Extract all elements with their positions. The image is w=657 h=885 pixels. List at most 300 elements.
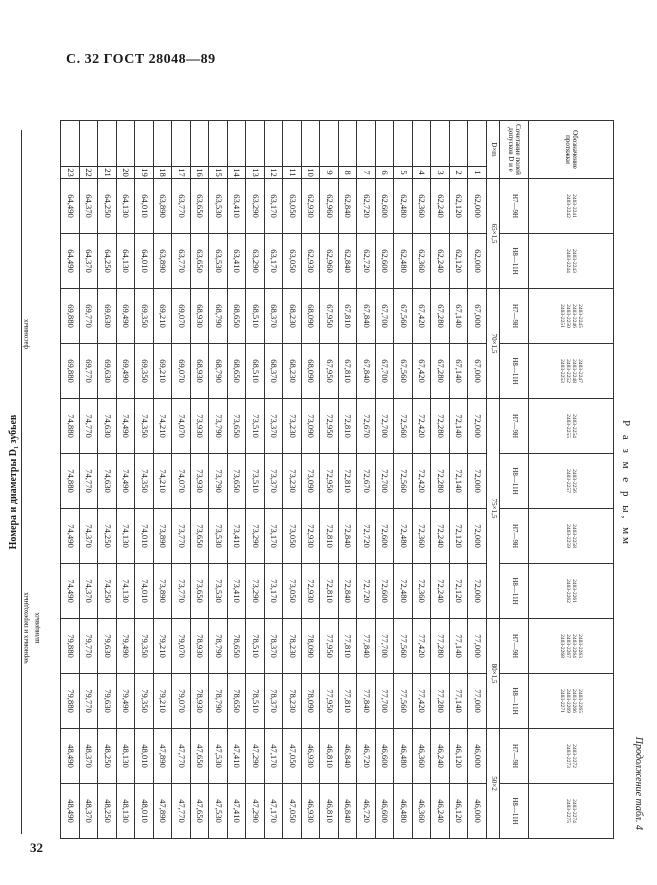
diameter-cell: 69,630 (98, 344, 117, 399)
diameter-cell: 79,630 (98, 674, 117, 729)
diameter-cell: 46,000 (468, 784, 487, 839)
diameter-cell: 64,250 (98, 179, 117, 234)
diameter-cell: 74,490 (117, 399, 136, 454)
diameter-cell: 63,170 (265, 234, 284, 289)
diameter-cell: 64,010 (135, 179, 154, 234)
table-row (265, 121, 284, 839)
diameter-cell: 67,420 (413, 344, 432, 399)
diameter-cell: 74,130 (117, 564, 136, 619)
diameter-cell: 78,650 (228, 674, 247, 729)
diameter-cell: 79,770 (80, 619, 99, 674)
broach-code: 2403-2273 (565, 744, 571, 768)
dz-row (487, 121, 500, 839)
tooth-number: 8 (339, 167, 358, 179)
table-row (320, 121, 339, 839)
diameter-cell: 62,240 (431, 179, 450, 234)
tolerance-cell: H7—9H (500, 729, 529, 784)
diameter-cell: 72,840 (339, 509, 358, 564)
broach-code: 2403-2269 (565, 689, 571, 713)
diameter-cell: 67,000 (468, 344, 487, 399)
diameter-cell: 47,290 (246, 784, 265, 839)
diameter-cell: 68,090 (302, 344, 321, 399)
diameter-cell: 79,070 (172, 619, 191, 674)
diameter-cell: 64,370 (80, 179, 99, 234)
broach-code-cell (529, 784, 614, 839)
diameter-cell: 74,010 (135, 564, 154, 619)
diameter-cell: 69,880 (61, 289, 80, 344)
tooth-number: 2 (450, 167, 469, 179)
diameter-cell: 74,350 (135, 399, 154, 454)
diameter-cell: 63,770 (172, 179, 191, 234)
broach-code: 2403-2265 (577, 689, 584, 713)
diameter-cell: 72,480 (394, 564, 413, 619)
diameter-cell: 62,960 (320, 234, 339, 289)
table-row (468, 121, 487, 839)
broach-code: 2403-2275 (565, 799, 571, 823)
table-row (228, 121, 247, 839)
diameter-cell: 77,700 (376, 619, 395, 674)
diameter-cell: 74,490 (117, 454, 136, 509)
diameter-cell: 77,140 (450, 674, 469, 729)
diameter-cell: 62,600 (376, 234, 395, 289)
table-title-area (614, 120, 648, 838)
diameter-cell: 48,130 (117, 729, 136, 784)
diameter-cell: 46,480 (394, 784, 413, 839)
diameter-cell: 72,700 (376, 454, 395, 509)
tolerance-cell: H8—11H (500, 674, 529, 729)
diameter-cell: 64,130 (117, 179, 136, 234)
tolerance-cell: H8—11H (500, 344, 529, 399)
diameter-cell: 77,840 (357, 619, 376, 674)
diameter-cell: 72,480 (394, 509, 413, 564)
diameter-cell: 73,290 (246, 509, 265, 564)
designation-label: Обозначение протяжки (529, 121, 614, 179)
diameter-cell: 69,210 (154, 289, 173, 344)
diameter-cell: 72,950 (320, 399, 339, 454)
row-group-cell (283, 121, 302, 167)
draft-teeth-text: черновых и переходных (22, 592, 30, 664)
diameter-cell: 73,530 (209, 564, 228, 619)
diameter-cell: 63,290 (246, 179, 265, 234)
broach-code: 2403-2254 (571, 414, 578, 438)
diameter-cell: 79,350 (135, 619, 154, 674)
diameter-cell: 47,050 (283, 784, 302, 839)
diameter-cell: 46,810 (320, 729, 339, 784)
diameter-cell: 72,700 (376, 399, 395, 454)
diameter-cell: 73,370 (265, 399, 284, 454)
table-row (154, 121, 173, 839)
diameter-cell: 73,090 (302, 454, 321, 509)
row-group-cell (191, 121, 210, 167)
diameter-cell: 47,530 (209, 784, 228, 839)
diameter-cell: 67,140 (450, 289, 469, 344)
diameter-cell: 74,630 (98, 399, 117, 454)
diameter-cell: 72,950 (320, 454, 339, 509)
broach-code: 2403-2245 (577, 304, 584, 328)
page-header: С. 32 ГОСТ 28048—89 (66, 52, 216, 67)
diameter-cell: 78,090 (302, 619, 321, 674)
diameter-cell: 72,000 (468, 399, 487, 454)
diameter-cell: 48,490 (61, 784, 80, 839)
tolerance-label: Сочетание полей допусков D и e (500, 121, 529, 179)
diameter-cell: 69,490 (117, 289, 136, 344)
row-group-cell (265, 121, 284, 167)
diameter-cell: 47,170 (265, 784, 284, 839)
diameter-cell: 72,140 (450, 399, 469, 454)
diameter-cell: 77,560 (394, 619, 413, 674)
diameter-cell: 46,120 (450, 729, 469, 784)
dz-label: D×m (487, 121, 500, 179)
diameter-cell: 64,370 (80, 234, 99, 289)
broach-code-cell (529, 344, 614, 399)
diameter-cell: 79,630 (98, 619, 117, 674)
diameter-cell: 63,650 (191, 234, 210, 289)
diameter-cell: 68,930 (191, 289, 210, 344)
diameter-cell: 48,370 (80, 784, 99, 839)
diameter-cell: 62,720 (357, 234, 376, 289)
diameter-cell: 77,700 (376, 674, 395, 729)
diameter-cell: 68,790 (209, 344, 228, 399)
diameter-cell: 68,370 (265, 344, 284, 399)
broach-code: 2403-2257 (565, 469, 571, 493)
diameter-cell: 46,720 (357, 729, 376, 784)
tolerance-cell: H8—11H (500, 784, 529, 839)
diameter-cell: 74,770 (80, 399, 99, 454)
row-group-cell (98, 121, 117, 167)
row-group-cell (117, 121, 136, 167)
diameter-cell: 62,240 (431, 234, 450, 289)
row-group-cell (154, 121, 173, 167)
diameter-cell: 69,630 (98, 289, 117, 344)
diameter-cell: 74,770 (80, 454, 99, 509)
diameter-cell: 72,240 (431, 509, 450, 564)
tooth-number: 5 (394, 167, 413, 179)
diameter-cell: 62,840 (339, 179, 358, 234)
side-label-block (8, 130, 44, 834)
diameter-cell: 77,420 (413, 619, 432, 674)
diameter-cell: 48,010 (135, 729, 154, 784)
diameter-cell: 64,130 (117, 234, 136, 289)
diameter-cell: 67,280 (431, 344, 450, 399)
diameter-cell: 62,120 (450, 234, 469, 289)
broach-code: 2403-2246 (571, 304, 578, 328)
diameter-cell: 72,930 (302, 564, 321, 619)
diameter-cell: 74,880 (61, 454, 80, 509)
tooth-number: 23 (61, 167, 80, 179)
tooth-number: 3 (431, 167, 450, 179)
row-group-cell (209, 121, 228, 167)
diameter-cell: 77,560 (394, 674, 413, 729)
diameter-cell: 79,210 (154, 674, 173, 729)
diameter-cell: 72,810 (339, 454, 358, 509)
dz-cell: 50×2 (487, 729, 500, 839)
row-group-cell (339, 121, 358, 167)
diameter-cell: 46,120 (450, 784, 469, 839)
diameter-cell: 77,950 (320, 619, 339, 674)
diameter-cell: 72,840 (339, 564, 358, 619)
tooth-number: 7 (357, 167, 376, 179)
table-row (117, 121, 136, 839)
diameter-cell: 67,810 (339, 344, 358, 399)
broach-code: 2403-2241 (571, 194, 578, 218)
diameter-cell: 47,410 (228, 784, 247, 839)
broach-code: 2403-2274 (571, 799, 578, 823)
table-row (302, 121, 321, 839)
dz-cell: 80×1,5 (487, 619, 500, 729)
tooth-number: 16 (191, 167, 210, 179)
diameter-cell: 73,230 (283, 454, 302, 509)
broach-code: 2403-2252 (565, 359, 571, 383)
diameter-cell: 72,360 (413, 509, 432, 564)
broach-code: 2403-2263 (577, 634, 584, 658)
diameter-cell: 77,810 (339, 619, 358, 674)
diameter-cell: 63,050 (283, 234, 302, 289)
diameter-cell: 69,070 (172, 344, 191, 399)
broach-code-cell (529, 289, 614, 344)
tooth-number: 11 (283, 167, 302, 179)
page-number: 32 (30, 840, 43, 855)
row-group-cell (357, 121, 376, 167)
diameter-cell: 78,650 (228, 619, 247, 674)
diameter-cell: 47,890 (154, 729, 173, 784)
diameter-cell: 78,370 (265, 674, 284, 729)
diameter-cell: 72,720 (357, 564, 376, 619)
diameter-cell: 73,050 (283, 509, 302, 564)
table-row (283, 121, 302, 839)
broach-code: 2403-2256 (571, 469, 578, 493)
calib-teeth-text: шлицевых (33, 612, 41, 644)
diameter-cell: 72,120 (450, 564, 469, 619)
row-group-cell (246, 121, 265, 167)
tolerance-row (500, 121, 529, 839)
row-group-cell (320, 121, 339, 167)
diameter-cell: 63,650 (191, 179, 210, 234)
diameter-cell: 73,410 (228, 564, 247, 619)
diameter-cell: 74,350 (135, 454, 154, 509)
diameter-cell: 64,490 (61, 179, 80, 234)
diameter-cell: 72,280 (431, 399, 450, 454)
diameter-cell: 72,360 (413, 564, 432, 619)
diameter-cell: 74,490 (61, 509, 80, 564)
diameter-cell: 73,790 (209, 454, 228, 509)
row-group-cell (376, 121, 395, 167)
diameter-cell: 77,280 (431, 619, 450, 674)
diameter-cell: 73,650 (191, 564, 210, 619)
diameter-cell: 73,370 (265, 454, 284, 509)
table-row (339, 121, 358, 839)
diameter-cell: 72,000 (468, 454, 487, 509)
broach-code-cell (529, 509, 614, 564)
diameter-cell: 73,510 (246, 454, 265, 509)
table-row (61, 121, 80, 839)
diameter-cell: 72,810 (320, 564, 339, 619)
diameter-cell: 74,070 (172, 454, 191, 509)
diameter-cell: 47,170 (265, 729, 284, 784)
broach-code-cell (529, 454, 614, 509)
diameter-cell: 47,050 (283, 729, 302, 784)
tolerance-cell: H7—9H (500, 289, 529, 344)
diameter-cell: 73,650 (228, 399, 247, 454)
diameter-cell: 63,770 (172, 234, 191, 289)
diameter-cell: 74,370 (80, 509, 99, 564)
row-group-cell (431, 121, 450, 167)
diameter-cell: 74,070 (172, 399, 191, 454)
diameter-cell: 46,600 (376, 729, 395, 784)
table-row (209, 121, 228, 839)
diameter-cell: 68,230 (283, 289, 302, 344)
diameter-cell: 73,510 (246, 399, 265, 454)
diameter-cell: 46,720 (357, 784, 376, 839)
diameter-cell: 78,230 (283, 674, 302, 729)
diameter-cell: 47,650 (191, 784, 210, 839)
broach-code: 2403-2268 (558, 634, 565, 658)
diameter-cell: 78,510 (246, 619, 265, 674)
broach-code: 2403-2242 (565, 194, 571, 218)
diameter-cell: 72,000 (468, 509, 487, 564)
diameter-cell: 72,930 (302, 509, 321, 564)
diameter-cell: 63,410 (228, 179, 247, 234)
diameter-cell: 68,650 (228, 344, 247, 399)
diameter-cell: 73,090 (302, 399, 321, 454)
tolerance-cell: H7—9H (500, 399, 529, 454)
diameter-cell: 74,010 (135, 509, 154, 564)
table-row (80, 121, 99, 839)
diameter-cell: 74,490 (61, 564, 80, 619)
diameter-cell: 79,070 (172, 674, 191, 729)
row-group-cell (61, 121, 80, 167)
diameter-cell: 72,420 (413, 454, 432, 509)
diameter-cell: 79,210 (154, 619, 173, 674)
tooth-number: 17 (172, 167, 191, 179)
diameter-cell: 72,120 (450, 509, 469, 564)
diameter-cell: 74,370 (80, 564, 99, 619)
diameter-cell: 74,210 (154, 399, 173, 454)
diameter-cell: 73,770 (172, 509, 191, 564)
diameter-cell: 72,420 (413, 399, 432, 454)
diameter-cell: 78,790 (209, 619, 228, 674)
diameter-cell: 74,210 (154, 454, 173, 509)
diameter-cell: 73,790 (209, 399, 228, 454)
diameter-cell: 62,600 (376, 179, 395, 234)
diameter-cell: 47,530 (209, 729, 228, 784)
broach-code: 2403-2248 (571, 359, 578, 383)
diameter-cell: 72,240 (431, 564, 450, 619)
diameter-cell: 68,650 (228, 289, 247, 344)
diameter-cell: 68,230 (283, 344, 302, 399)
diameter-cell: 62,360 (413, 179, 432, 234)
tooth-number: 15 (209, 167, 228, 179)
table-row (376, 121, 395, 839)
diameter-cell: 72,560 (394, 454, 413, 509)
continuation-label: Продолжение табл. 4 (633, 736, 644, 830)
diameter-cell: 67,280 (431, 289, 450, 344)
diameter-cell: 74,130 (117, 509, 136, 564)
tooth-number: 19 (135, 167, 154, 179)
tolerance-cell: H8—11H (500, 454, 529, 509)
diameter-cell: 47,770 (172, 729, 191, 784)
diameter-cell: 46,240 (431, 729, 450, 784)
broach-code: 2403-2250 (565, 304, 571, 328)
broach-code: 2403-2243 (571, 249, 578, 273)
broach-code: 2403-2272 (571, 744, 578, 768)
diameter-cell: 67,950 (320, 289, 339, 344)
diameter-cell: 72,140 (450, 454, 469, 509)
dimensions-table (61, 120, 615, 839)
diameter-cell: 47,410 (228, 729, 247, 784)
diameter-cell: 72,810 (339, 399, 358, 454)
diameter-cell: 48,130 (117, 784, 136, 839)
diameter-cell: 69,350 (135, 344, 154, 399)
diameter-cell: 64,490 (61, 234, 80, 289)
finish-teeth-label (22, 246, 32, 422)
diameter-cell: 78,930 (191, 674, 210, 729)
broach-code: 2403-2253 (558, 359, 565, 383)
diameter-cell: 47,290 (246, 729, 265, 784)
row-group-cell (413, 121, 432, 167)
diameter-cell: 78,510 (246, 674, 265, 729)
diameter-cell: 63,170 (265, 179, 284, 234)
tooth-number: 13 (246, 167, 265, 179)
diameter-cell: 46,600 (376, 784, 395, 839)
diameter-cell: 79,880 (61, 674, 80, 729)
diameter-cell: 79,350 (135, 674, 154, 729)
diameter-cell: 67,950 (320, 344, 339, 399)
dz-cell: 65×1,5 (487, 179, 500, 289)
broach-code: 2403-2262 (565, 579, 571, 603)
diameter-cell: 69,770 (80, 344, 99, 399)
diameter-cell: 73,930 (191, 454, 210, 509)
diameter-cell: 69,880 (61, 344, 80, 399)
diameter-cell: 69,350 (135, 289, 154, 344)
diameter-cell: 77,810 (339, 674, 358, 729)
diameter-cell: 62,840 (339, 234, 358, 289)
tooth-number: 1 (468, 167, 487, 179)
diameter-cell: 72,560 (394, 399, 413, 454)
diameter-cell: 77,840 (357, 674, 376, 729)
diameter-cell: 62,480 (394, 234, 413, 289)
diameter-cell: 62,480 (394, 179, 413, 234)
diameter-cell: 73,170 (265, 509, 284, 564)
diameter-cell: 73,290 (246, 564, 265, 619)
diameter-cell: 46,000 (468, 729, 487, 784)
diameter-cell: 47,650 (191, 729, 210, 784)
diameter-cell: 46,360 (413, 729, 432, 784)
diameter-cell: 72,670 (357, 454, 376, 509)
diameter-cell: 73,230 (283, 399, 302, 454)
tooth-number: 12 (265, 167, 284, 179)
diameter-cell: 46,360 (413, 784, 432, 839)
diameter-cell: 63,050 (283, 179, 302, 234)
tolerance-cell: H8—11H (500, 234, 529, 289)
diameter-cell: 72,280 (431, 454, 450, 509)
tooth-number: 14 (228, 167, 247, 179)
diameter-cell: 78,370 (265, 619, 284, 674)
tooth-number: 10 (302, 167, 321, 179)
diameter-cell: 72,810 (320, 509, 339, 564)
diameter-cell: 74,250 (98, 564, 117, 619)
broach-code: 2403-2255 (565, 414, 571, 438)
row-group-cell (135, 121, 154, 167)
tooth-number: 22 (80, 167, 99, 179)
diameter-cell: 78,790 (209, 674, 228, 729)
row-group-cell (80, 121, 99, 167)
diameter-cell: 74,630 (98, 454, 117, 509)
row-group-cell (450, 121, 469, 167)
broach-code-cell (529, 234, 614, 289)
diameter-cell: 79,880 (61, 619, 80, 674)
row-group-cell (468, 121, 487, 167)
diameter-cell: 73,890 (154, 564, 173, 619)
